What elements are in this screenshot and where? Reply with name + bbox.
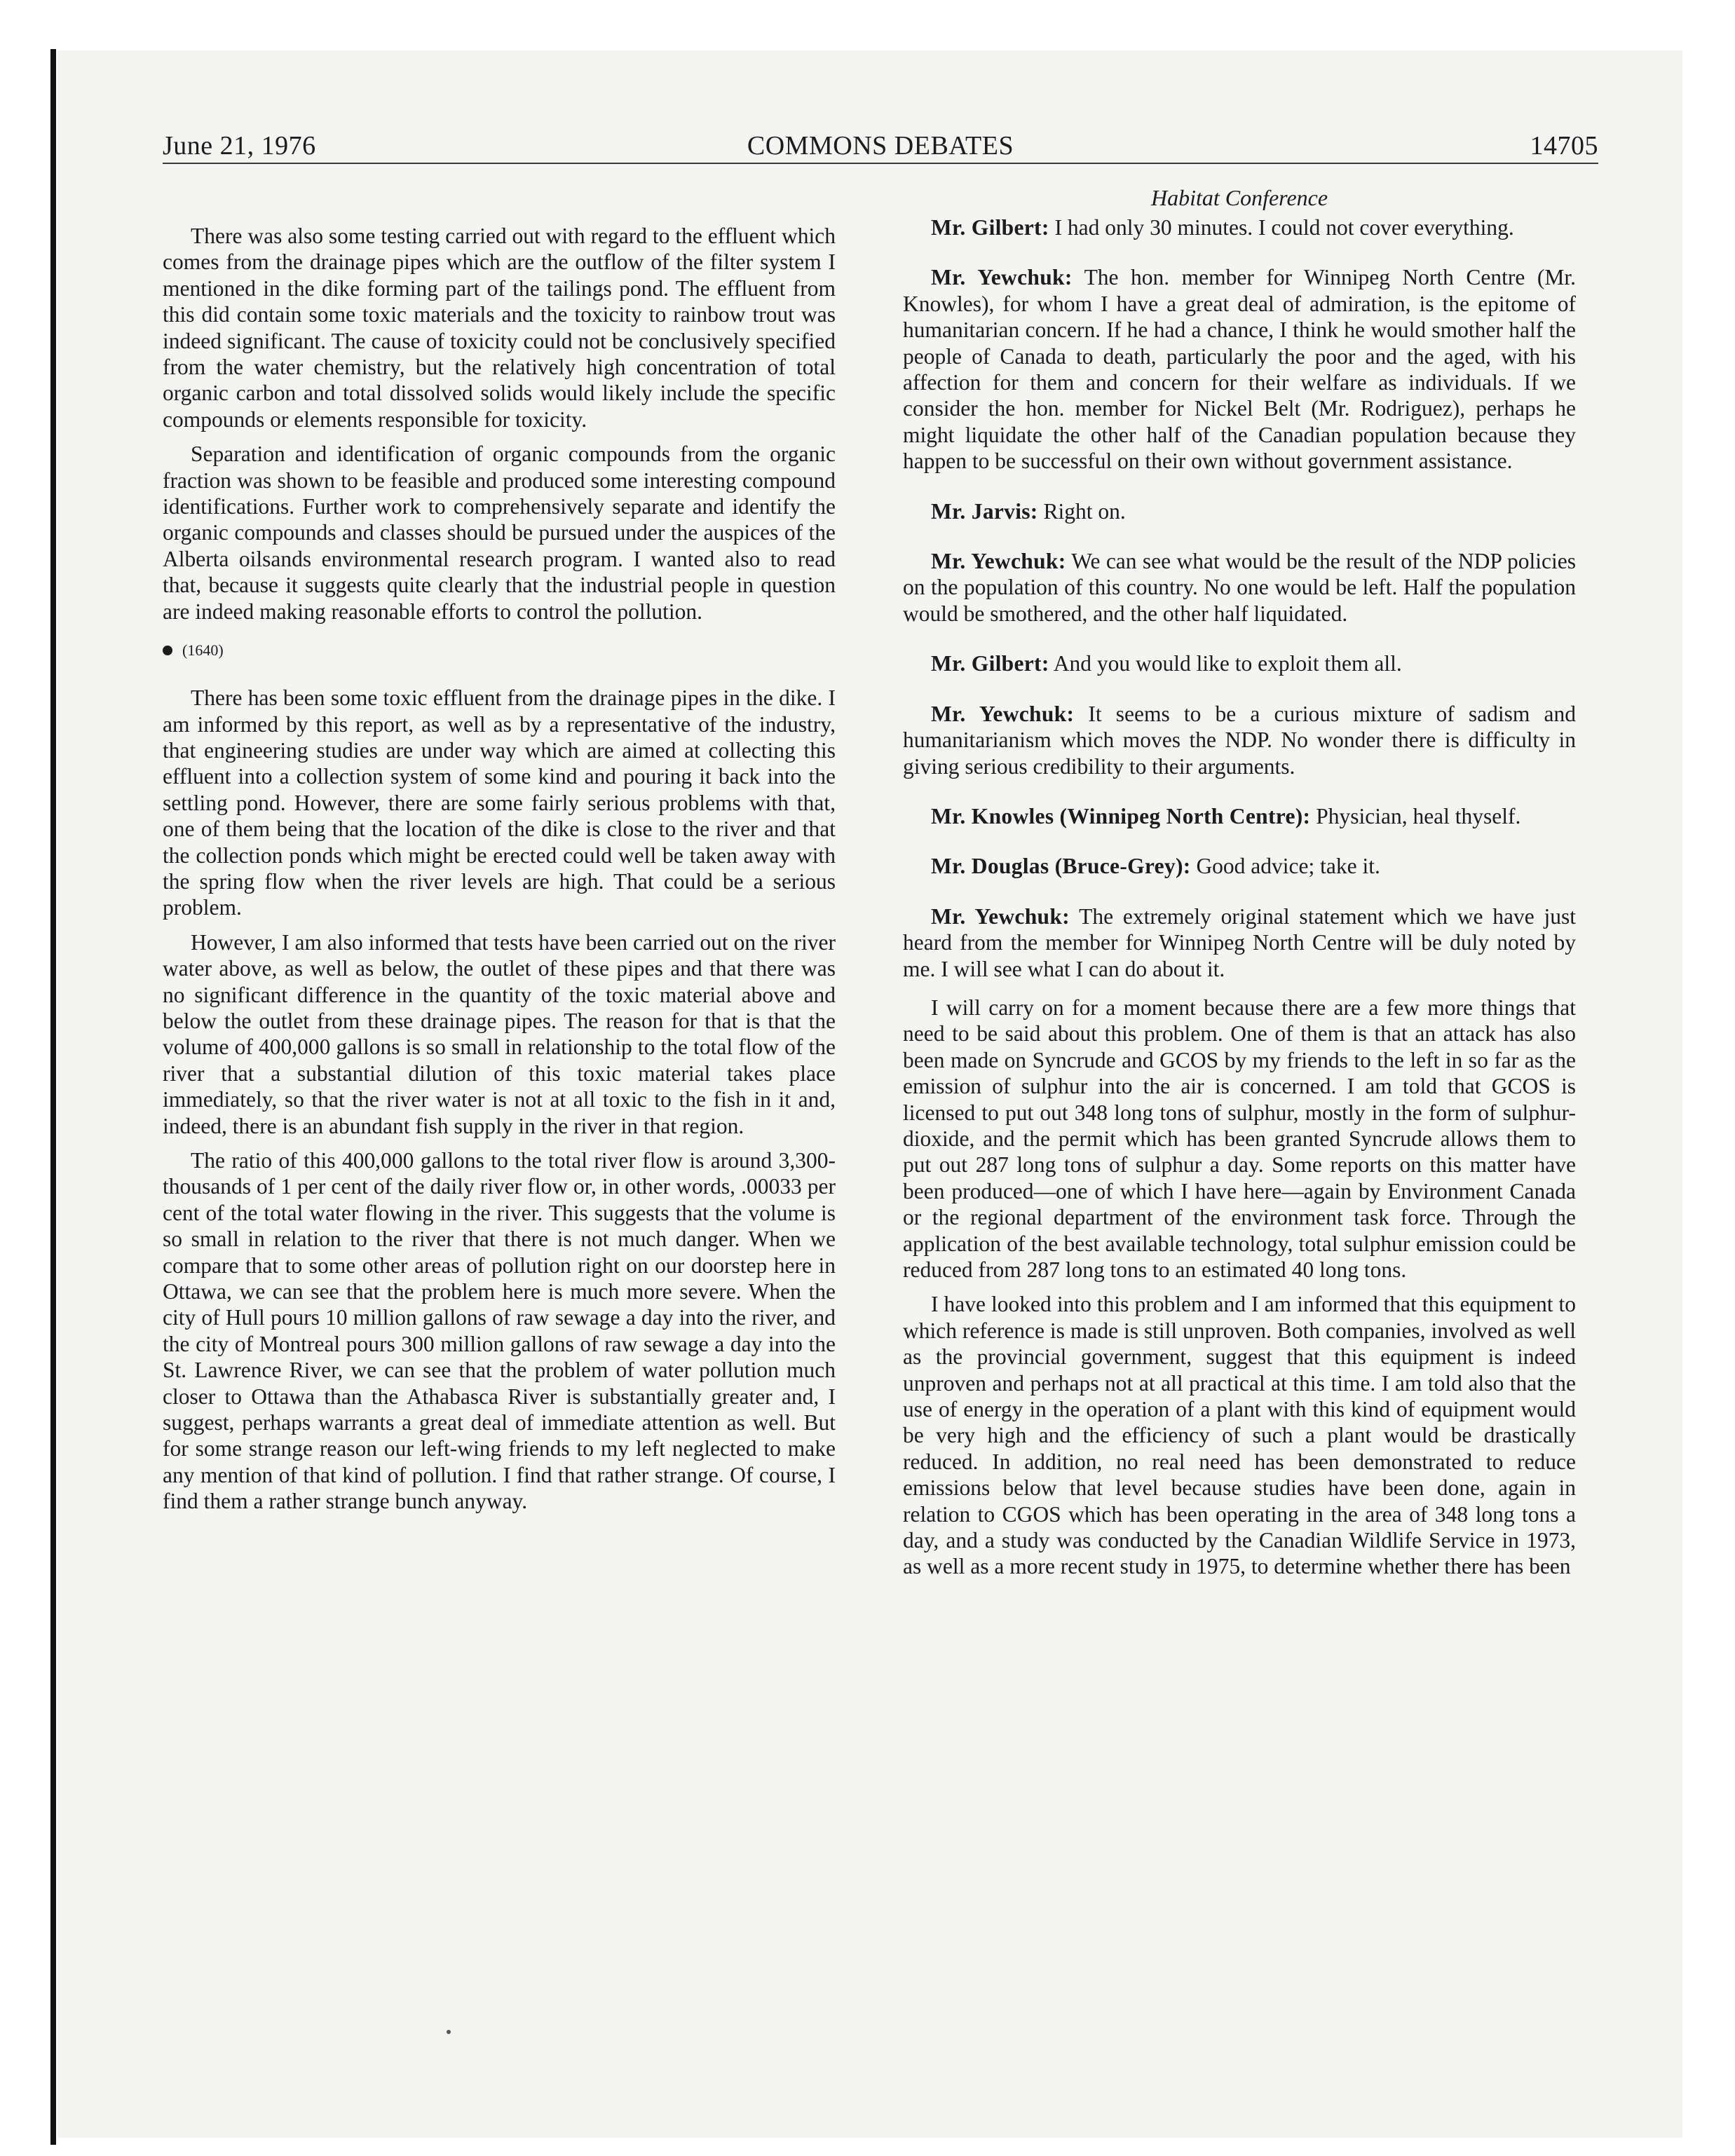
paragraph: The ratio of this 400,000 gallons to the total river flow is around 3,300-thousands of 1 per cent of the daily river flow or, in other words, .00033 per cent of the total water flowing in the river. This suggests that the volume is so small in relation to the river that there is not much danger. When we compare that to some other areas of pollution right on our doorstep here in Ottawa, we can see that the problem here is much more severe. When the city of Hull pours 10 million gallons of raw sewage a day into the river, and the city of Montreal pours 300 million gallons of raw sewage a day into the St. Lawrence River, we can see that the problem of water pollution much closer to Ottawa than the Athabasca River is substantially greater and, I suggest, perhaps warrants a great deal of immediate attention as well. But for some strange reason our left-wing friends to my left neglected to make any mention of that kind of pollution. I find that rather strange. Of course, I find them a rather strange bunch anyway. [163,1148,836,1514]
speaker-name: Mr. Gilbert: [931,651,1049,676]
paragraph: However, I am also informed that tests have been carried out on the river water above, as well as below, the outlet of these pipes and that there was no significant difference in the quantity of the toxic material above and below the outlet from these drainage pipes. The reason for that is that the volume of 400,000 gallons is so small in relationship to the total flow of the river that a substantial dilution of this toxic material takes place immediately, so that the river water is not at all toxic to the fish in it and, indeed, there is an abundant fish supply in the river in that region. [163,929,836,1138]
speech [903,548,1576,627]
header-date: June 21, 1976 [163,131,316,161]
speaker-name: Mr. Yewchuk: [931,903,1070,929]
speech-text: I had only 30 minutes. I could not cover everything. [1049,215,1514,240]
speech-text: Right on. [1037,498,1126,524]
left-column [163,223,836,1919]
speech-text: We can see what would be the result of the NDP policies on the population of this country. No one would be left. Half the population would be smothered, and the other half liquidated. [903,549,1577,626]
paragraph: Separation and identification of organic compounds from the organic fraction was shown to be feasible and produced some interesting compound identifications. Further work to comprehensively separate and identify the organic compounds and classes should be pursued under the auspices of the Alberta oilsands environmental research program. I wanted also to read that, because it suggests quite clearly that the industrial people in question are indeed making reasonable efforts to control the pollution. [163,442,836,624]
speech [903,214,1576,240]
speaker-name: Mr. Knowles (Winnipeg North Centre): [931,803,1311,828]
speaker-name: Mr. Douglas (Bruce-Grey): [931,854,1191,879]
speech [903,803,1576,829]
header-page-number: 14705 [1530,131,1598,161]
speech-text: Good advice; take it. [1190,854,1380,879]
header-title: COMMONS DEBATES [747,131,1014,161]
page-header [163,123,1598,164]
speaker-name: Mr. Yewchuk: [931,549,1066,574]
speech [903,650,1576,676]
time-marker [163,640,836,661]
speech-text: Physician, heal thyself. [1310,803,1521,828]
speech [903,903,1576,982]
right-column [903,184,1576,1880]
time-marker-label: (1640) [182,641,224,660]
speaker-name: Mr. Yewchuk: [931,701,1075,726]
speaker-name: Mr. Yewchuk: [931,265,1073,290]
speech-text: It seems to be a curious mixture of sadism and humanitarianism which moves the NDP. No wonder there is difficulty in giving serious credibility to their arguments. [903,701,1576,779]
speaker-name: Mr. Gilbert: [931,215,1049,240]
speech [903,264,1576,474]
paragraph: I will carry on for a moment because there are a few more things that need to be said about this problem. One of them is that an attack has also been made on Syncrude and GCOS by my friends to the left in so far as the emission of sulphur into the air is concerned. I am told that GCOS is licensed to put out 348 long tons of sulphur, mostly in the form of sulphur-dioxide, and the permit which has been granted Syncrude allows them to put out 287 long tons of sulphur a day. Some reports on this matter have been produced—one of which I have here—again by Environment Canada or the regional department of the environment task force. Through the application of the best available technology, total sulphur emission could be reduced from 287 long tons to an estimated 40 long tons. [903,995,1576,1282]
speaker-name: Mr. Jarvis: [931,498,1038,524]
bullet-icon [163,646,172,655]
scan-edge [50,49,56,2145]
paragraph: There was also some testing carried out with regard to the effluent which comes from the drainage pipes which are the outflow of the filter system I mentioned in the dike forming part of the tailings pond. The effluent from this did contain some toxic materials and the toxicity to rainbow trout was indeed significant. The cause of toxicity could not be conclusively specified from the water chemistry, but the relatively high concentration of total organic carbon and total dissolved solids would likely include the specific compounds or elements responsible for toxicity. [163,224,836,432]
speech-text: The extremely original statement which we have just heard from the member for Winnipeg North Centre will be duly noted by me. I will see what I can do about it. [903,903,1576,981]
running-head: Habitat Conference [1150,185,1328,210]
paragraph: I have looked into this problem and I am informed that this equipment to which reference is made is still unproven. Both companies, involved as well as the provincial government, suggest that this equipment is indeed unproven and perhaps not at all practical at this time. I am told also that the use of energy in the operation of a plant with this kind of equipment would be very high and the efficiency of such a plant would be drastically reduced. In addition, no real need has been demonstrated to reduce emissions below that level because studies have been done, again in relation to CGOS which has been operating in the area of 348 long tons a day, and a study was conducted by the Canadian Wildlife Service in 1973, as well as a more recent study in 1975, to determine whether there has been [903,1292,1576,1579]
speech [903,853,1576,879]
speech [903,498,1576,524]
paragraph: There has been some toxic effluent from the drainage pipes in the dike. I am informed by this report, as well as by a representative of the industry, that engineering studies are under way which are aimed at collecting this effluent into a collection system of some kind and pouring it back into the settling pond. However, there are some fairly serious problems with that, one of them being that the location of the dike is close to the river and that the collection ponds which might be erected could well be taken away with the spring flow when the river levels are high. That could be a serious problem. [163,685,836,920]
speech-text: The hon. member for Winnipeg North Centre (Mr. Knowles), for whom I have a great deal of admiration, is the epitome of humanitarian concern. If he had a chance, I think he would smother half the people of Canada to death, particularly the poor and the aged, with his affection for them and concern for their welfare as individuals. If we consider the hon. member for Nickel Belt (Mr. Rodriguez), perhaps he might liquidate the other half of the Canadian population because they happen to be successful on their own without government assistance. [903,265,1576,474]
speech-text: And you would like to exploit them all. [1049,651,1402,676]
scan-speck [447,2030,451,2034]
speech [903,701,1576,779]
